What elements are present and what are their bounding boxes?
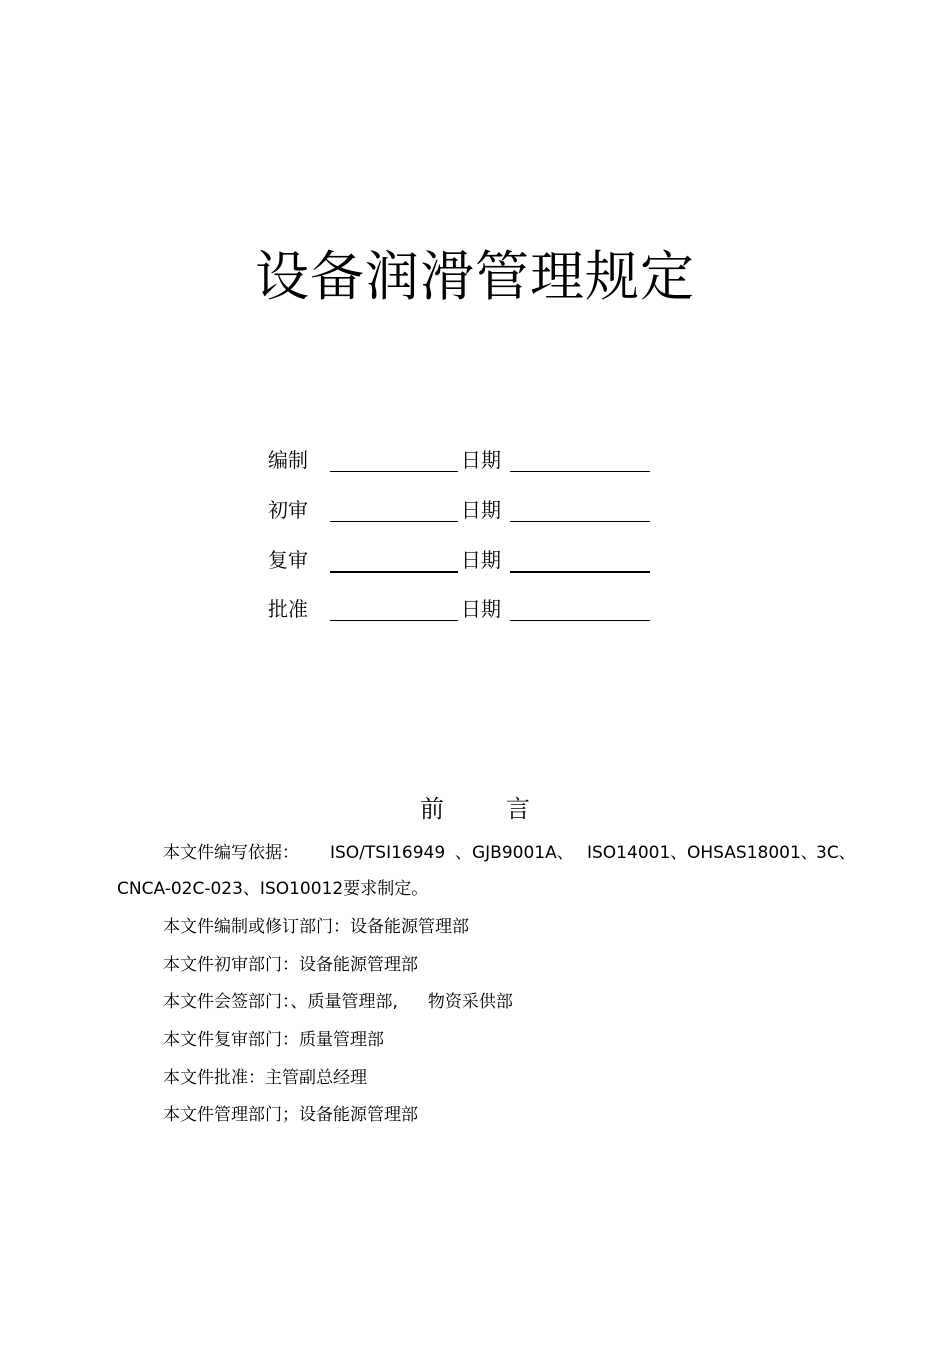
preface-heading-left: 前 [420,795,444,823]
info-value: 设备能源管理部 [299,1105,418,1125]
date-signature-line[interactable] [510,521,650,522]
date-signature-line[interactable] [510,471,650,472]
date-signature-line[interactable] [510,571,650,573]
info-value: 质量管理部 [299,1030,384,1050]
basis-standard: ISO/TSI16949 [330,843,446,863]
date-label: 日期 [461,498,501,522]
info-key: 本文件初审部门： [163,955,299,975]
date-label: 日期 [461,448,501,472]
document-title: 设备润滑管理规定 [255,245,695,308]
info-row [163,1065,367,1091]
info-value: 设备能源管理部 [299,955,418,975]
signoff-row-compile [268,444,668,476]
info-key: 本文件复审部门： [163,1030,299,1050]
info-value: 设备能源管理部 [350,917,469,937]
info-value-secondary: 物资采供部 [427,992,513,1012]
name-signature-line[interactable] [330,471,458,472]
basis-paragraph-continued: CNCA-02C-023、ISO10012要求制定。 [117,879,429,899]
info-row [163,952,418,978]
basis-standard: 3C、 [816,843,856,863]
info-key: 本文件编制或修订部门： [163,917,350,937]
info-key: 本文件管理部门； [163,1105,299,1125]
name-signature-line[interactable] [330,521,458,522]
info-key: 本文件批准： [163,1068,265,1088]
basis-standard: ISO14001、 [587,843,688,863]
preface-heading-right: 言 [506,795,530,823]
info-row [163,1102,418,1128]
signoff-label: 复审 [268,548,308,572]
date-label: 日期 [461,597,501,621]
signoff-row-first-review [268,494,668,526]
preface-heading [0,792,950,826]
signoff-label: 批准 [268,597,308,621]
basis-label: 本文件编写依据： [163,843,299,863]
name-signature-line[interactable] [330,571,458,573]
info-key: 本文件会签部门： [163,992,291,1012]
date-signature-line[interactable] [510,620,650,621]
signoff-row-second-review [268,544,668,576]
basis-standard: OHSAS18001、 [687,843,818,863]
info-row [163,1027,384,1053]
signoff-label: 初审 [268,498,308,522]
info-row [163,914,469,940]
signoff-row-approve [268,593,668,625]
name-signature-line[interactable] [330,620,458,621]
info-value: 、质量管理部, [290,992,398,1012]
info-row [163,989,513,1015]
basis-standard: 、GJB9001A、 [455,843,574,863]
date-label: 日期 [461,548,501,572]
signoff-label: 编制 [268,448,308,472]
info-value: 主管副总经理 [265,1068,367,1088]
